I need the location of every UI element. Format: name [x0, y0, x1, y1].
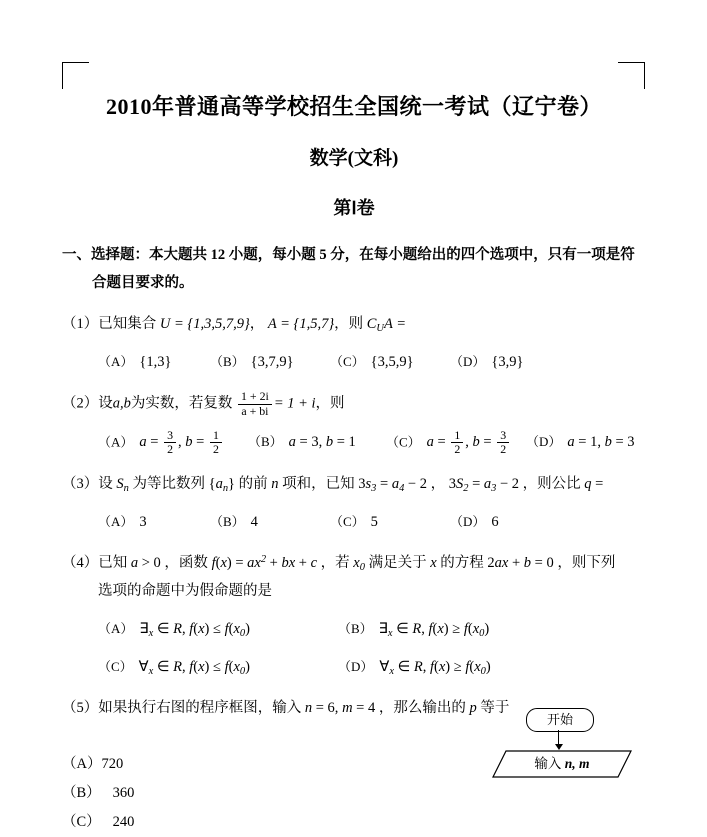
option-3-A-label: （A）	[98, 513, 134, 529]
question-3-stem: （3）设 $S_n$ 为等比数列 $\{a_n\}$ 的前 n 项和，已知 $3s_3 = a_4 - 2$ ， $3S_2 = a_3 - 2$ ，则公比 q =	[62, 476, 604, 494]
option-4-B-label: （B）	[338, 620, 373, 636]
option-4-A-value: $\exists_x$ ∈ R, $f(x) \le f(x_0)$	[139, 620, 250, 639]
question-1-number: （1）	[62, 316, 99, 333]
question-5-number: （5）	[62, 700, 99, 717]
question-2-fraction	[238, 390, 272, 418]
question-1-text: 已知集合	[98, 316, 157, 333]
question-2-text: 设	[98, 395, 113, 412]
question-3-number: （3）	[62, 476, 99, 493]
option-2-D-label: （D）	[526, 433, 562, 449]
document-subtitle: 数学(文科)	[309, 148, 399, 169]
question-2-number: （2）	[62, 395, 99, 412]
option-4-B-value: $\exists_x$ ∈ R, $f(x) \ge f(x_0)$	[378, 620, 490, 639]
option-3-D[interactable]	[450, 509, 499, 537]
question-1-options	[62, 349, 646, 377]
option-4-A-label: （A）	[98, 620, 134, 636]
option-5-A-label: （A）	[62, 756, 102, 773]
question-2-fraction-den: a + bi	[241, 404, 269, 419]
question-1-math-1: U = {1,3,5,7,9}	[159, 316, 250, 333]
option-5-C[interactable]	[62, 808, 646, 837]
option-4-C[interactable]	[98, 654, 338, 682]
option-4-B[interactable]	[338, 616, 489, 644]
flowchart-arrow-1	[558, 730, 559, 748]
flowchart-input-node	[492, 750, 632, 778]
option-4-A[interactable]	[98, 616, 338, 644]
flowchart-input-vars: n, m	[564, 756, 590, 771]
question-4-stem-line2: 选项的命题中为假命题的是	[98, 583, 272, 600]
option-2-D[interactable]	[526, 429, 635, 457]
question-1-text-2: ，则	[334, 316, 364, 333]
question-1	[62, 311, 646, 376]
option-1-C-label: （C）	[330, 353, 365, 369]
section-heading	[62, 242, 646, 297]
option-1-B[interactable]	[210, 349, 330, 377]
question-3	[62, 471, 646, 536]
option-5-B-label: （B）	[62, 785, 101, 802]
option-2-C-value: a = $\frac{1}{2}$ , b = $\frac{3}{2}$	[427, 434, 512, 450]
option-2-D-value: a = 1, b = 3	[567, 433, 635, 450]
question-5-stem: （5）如果执行右图的程序框图，输入 n = 6, m = 4 ，那么输出的 p 等于	[62, 700, 510, 717]
option-1-A[interactable]	[98, 349, 210, 377]
question-1-math-2: A = {1,5,7}	[267, 316, 335, 333]
question-2-options	[62, 429, 646, 457]
option-2-B[interactable]	[248, 429, 386, 457]
option-3-D-label: （D）	[450, 513, 486, 529]
question-2-text-2: 为实数，若复数	[130, 395, 233, 412]
option-3-B[interactable]	[210, 509, 330, 537]
flowchart-input-label	[492, 750, 632, 778]
option-2-A-label: （A）	[98, 434, 134, 450]
part-title: 第Ⅰ卷	[333, 198, 375, 218]
option-2-C-label: （C）	[386, 434, 421, 450]
option-4-C-label: （C）	[98, 658, 133, 674]
option-2-A[interactable]	[98, 429, 248, 457]
option-5-C-label: （C）	[62, 814, 101, 831]
flowchart-start-node: 开始	[526, 708, 594, 732]
option-2-B-value: a = 3, b = 1	[288, 433, 356, 450]
option-4-D-label: （D）	[338, 658, 374, 674]
question-2-vars: a,b	[112, 395, 131, 412]
option-4-D[interactable]	[338, 654, 491, 682]
question-4-stem: （4）已知 a > 0 ，函数 $f(x) = ax^2$ + bx + c ，若 $x_0$ 满足关于 x 的方程 2ax + b = 0 ，则下列	[62, 554, 616, 574]
option-3-A-value: 3	[139, 513, 147, 530]
option-3-C-value: 5	[370, 513, 378, 530]
section-heading-label: 一、选择题：	[62, 247, 149, 263]
option-5-C-value: 240	[112, 814, 135, 831]
question-4-options-row1	[62, 616, 646, 644]
option-1-C[interactable]	[330, 349, 450, 377]
option-4-C-value: $\forall_x$ ∈ R, $f(x) \le f(x_0)$	[138, 658, 250, 677]
option-3-C-label: （C）	[330, 513, 365, 529]
question-2	[62, 390, 646, 457]
option-5-A-value: 720	[101, 756, 124, 773]
option-3-B-value: 4	[250, 513, 258, 530]
question-2-fraction-num: 1 + 2i	[238, 390, 272, 405]
option-4-D-value: $\forall_x$ ∈ R, $f(x) \ge f(x_0)$	[379, 658, 491, 677]
option-3-C[interactable]	[330, 509, 450, 537]
page-title: 2010年普通高等学校招生全国统一考试（辽宁卷）	[105, 94, 602, 119]
question-2-eq: = 1 + i	[273, 395, 316, 412]
option-1-C-value: {3,5,9}	[370, 353, 414, 370]
question-3-options	[62, 509, 646, 537]
option-1-D-label: （D）	[450, 353, 486, 369]
option-5-B-value: 360	[112, 785, 135, 802]
question-1-sep: ，	[249, 316, 265, 333]
question-2-stem	[62, 390, 646, 418]
option-2-A-value: a = $\frac{3}{2}$ , b = $\frac{1}{2}$	[139, 434, 224, 450]
option-2-C[interactable]	[386, 429, 526, 457]
option-1-B-value: {3,7,9}	[250, 353, 294, 370]
option-2-B-label: （B）	[248, 433, 283, 449]
question-4	[62, 550, 646, 681]
option-3-D-value: 6	[491, 513, 499, 530]
question-4-number: （4）	[62, 555, 99, 572]
question-1-math-3: $C_UA$ =	[366, 316, 406, 335]
flowchart-input-text: 输入	[534, 756, 562, 771]
question-4-options-row2	[62, 654, 646, 682]
section-heading-text: 本大题共 12 小题，每小题 5 分，在每小题给出的四个选项中，只有一项是符	[149, 247, 635, 263]
option-3-A[interactable]	[98, 509, 210, 537]
option-1-A-value: {1,3}	[139, 353, 172, 370]
option-1-B-label: （B）	[210, 353, 245, 369]
option-1-A-label: （A）	[98, 353, 134, 369]
question-2-text-3: ，则	[315, 395, 345, 412]
question-1-stem	[62, 311, 646, 339]
flowchart-figure	[470, 700, 670, 790]
section-heading-text-2: 合题目要求的。	[92, 274, 194, 291]
option-1-D-value: {3,9}	[491, 353, 524, 370]
option-3-B-label: （B）	[210, 513, 245, 529]
option-1-D[interactable]	[450, 349, 523, 377]
